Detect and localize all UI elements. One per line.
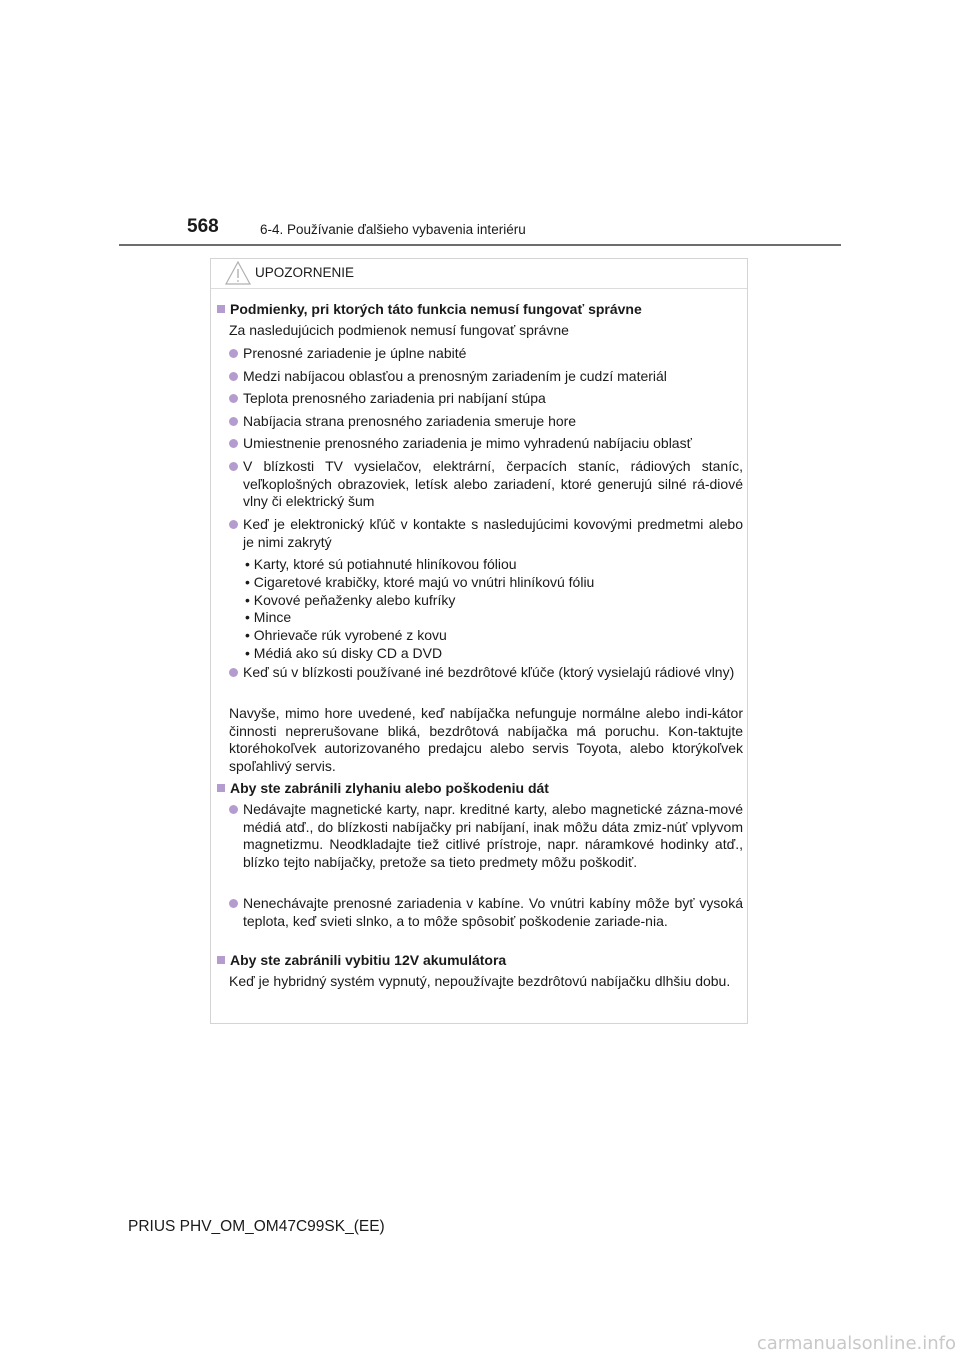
- section-heading: Podmienky, pri ktorých táto funkcia nemusí fungovať správne: [217, 301, 642, 319]
- watermark: carmanualsonline.info: [756, 1333, 956, 1354]
- section-note: Navyše, mimo hore uvedené, keď nabíjačka nefunguje normálne alebo indi-kátor činnosti neprerušovane bliká, bezdrôtová nabíjačka má poruchu. Kon-taktujte ktoréhokoľvek autorizovaného predajcu alebo servis Toyota, alebo ktorýkoľvek spoľahlivý servis.: [229, 705, 743, 774]
- sub-item: • Karty, ktoré sú potiahnuté hliníkovou fóliou: [245, 556, 517, 572]
- circle-bullet-icon: [229, 417, 238, 426]
- circle-bullet-icon: [229, 805, 238, 814]
- sub-item: • Cigaretové krabičky, ktoré majú vo vnútri hliníkovú fóliu: [245, 574, 595, 590]
- circle-bullet-icon: [229, 372, 238, 381]
- footer-code: PRIUS PHV_OM_OM47C99SK_(EE): [128, 1218, 385, 1235]
- circle-bullet-icon: [229, 668, 238, 677]
- sub-item: • Ohrievače rúk vyrobené z kovu: [245, 627, 447, 643]
- circle-bullet-icon: [229, 520, 238, 529]
- circle-bullet-icon: [229, 349, 238, 358]
- sub-item: • Médiá ako sú disky CD a DVD: [245, 645, 443, 661]
- square-bullet-icon: [217, 305, 225, 313]
- circle-bullet-icon: [229, 394, 238, 403]
- square-bullet-icon: [217, 956, 225, 964]
- sub-item: • Mince: [245, 609, 292, 625]
- square-bullet-icon: [217, 784, 225, 792]
- section-intro: Keď je hybridný systém vypnutý, nepoužívajte bezdrôtovú nabíjačku dlhšiu dobu.: [229, 973, 731, 989]
- page-number: 568: [187, 216, 219, 237]
- circle-bullet-icon: [229, 462, 238, 471]
- sub-item: • Kovové peňaženky alebo kufríky: [245, 592, 456, 608]
- section-title: 6-4. Používanie ďalšieho vybavenia interiéru: [260, 222, 526, 237]
- warning-box: UPOZORNENIE Podmienky, pri ktorých táto funkcia nemusí fungovať správne Za nasledujúcich podmienok nemusí fungovať správne Prenosné zariadenie je úplne nabité Medzi nabíjacou oblasťou a prenosným zariadením je cudzí materiál Teplota prenosného zariadenia pri nabíjaní stúpa Nabíjacia strana prenosného zariadenia smeruje hore Umiestnenie prenosného zariadenia je mimo vyhradenú nabíjaciu oblasť V blízkosti TV vysielačov, elektrární, čerpacích staníc, rádiových staníc, veľkoplošných obrazoviek, letísk alebo zariadení, ktoré generujú silné rá-diové vlny či elektrický šum Keď je elektronický kľúč v kontakte s nasledujúcimi kovovými predmetmi alebo je nimi zakrytý • Karty, ktoré sú potiahnuté hliníkovou fóliou • Cigaretové krabičky, ktoré majú vo vnútri hliníkovú fóliu • Kovové peňaženky alebo kufríky • Mince • Ohrievače rúk vyrobené z kovu • Médiá ako sú disky CD a DVD Keď sú v blízkosti používané iné bezdrôtové kľúče (ktorý vysielajú rádiové vlny) Navyše, mimo hore uvedené, keď nabíjačka nefunguje normálne alebo indi-kátor činnosti neprerušovane bliká, bezdrôtová nabíjačka má poruchu. Kon-taktujte ktoréhokoľvek autorizovaného predajcu alebo servis Toyota, alebo ktorýkoľvek spoľahlivý servis. Aby ste zabránili zlyhaniu alebo poškodeniu dát Nedávajte magnetické karty, napr. kreditné karty, alebo magnetické zázna-mové médiá atď., do blízkosti nabíjačky pri nabíjaní, inak môžu dáta zmiz-núť vplyvom magnetizmu. Neodkladajte tiež citlivé prístroje, napr. náramkové hodinky atď., blízko tejto nabíjačky, pretože sa tieto predmety môžu poškodiť. Nenechávajte prenosné zariadenia v kabíne. Vo vnútri kabíny môže byť vysoká teplota, keď svieti slnko, a to môže spôsobiť poškodenie zariade-nia. Aby ste zabránili vybitiu 12V akumulátora Keď je hybridný systém vypnutý, nepoužívajte bezdrôtovú nabíjačku dlhšiu dobu.: [210, 258, 748, 1024]
- section-intro: Za nasledujúcich podmienok nemusí fungovať správne: [229, 322, 569, 338]
- header-rule: [119, 244, 841, 246]
- circle-bullet-icon: [229, 439, 238, 448]
- section-heading: Aby ste zabránili vybitiu 12V akumulátora: [217, 952, 506, 970]
- circle-bullet-icon: [229, 899, 238, 908]
- warning-triangle-icon: [225, 261, 251, 285]
- warning-title: UPOZORNENIE: [255, 265, 355, 280]
- section-heading: Aby ste zabránili zlyhaniu alebo poškodeniu dát: [217, 780, 549, 798]
- warning-header: [211, 259, 747, 289]
